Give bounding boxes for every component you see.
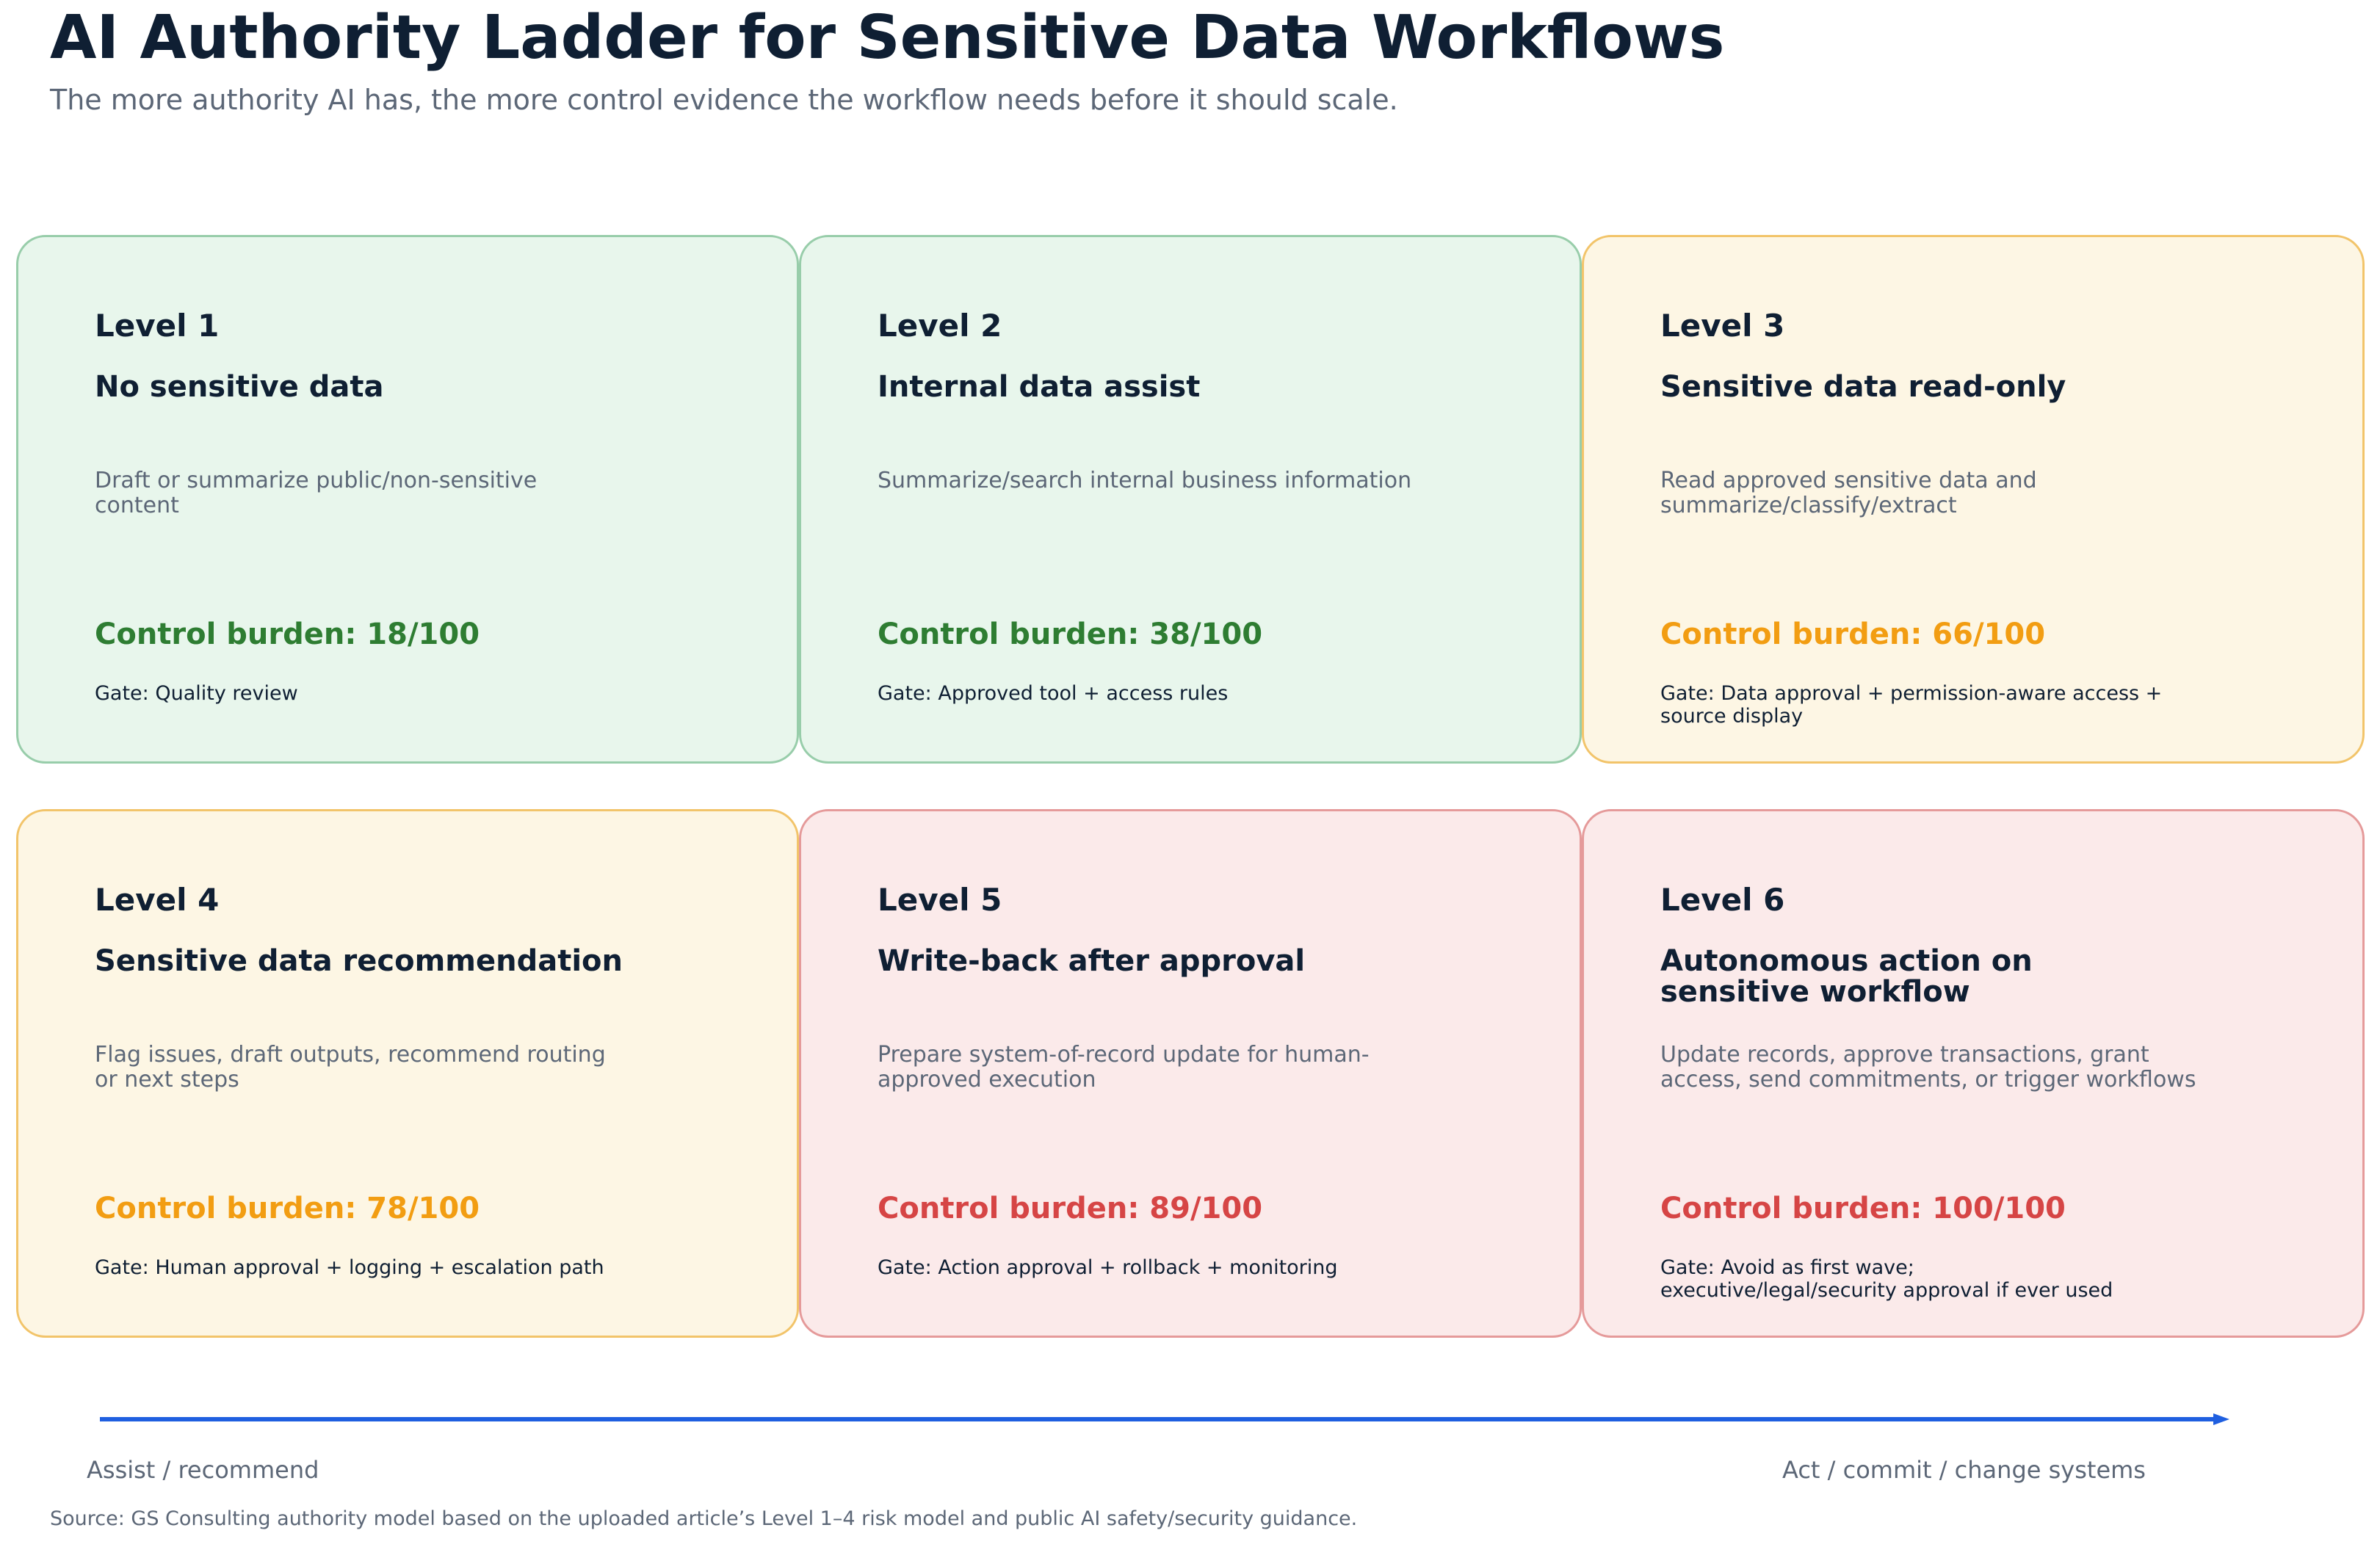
level-gate: Gate: Quality review <box>95 682 298 705</box>
level-gate: Gate: Avoid as first wave; executive/legal/security approval if ever used <box>1660 1256 2113 1302</box>
level-name: Write-back after approval <box>878 944 1306 978</box>
level-description: Update records, approve transactions, grant access, send commitments, or trigger workflows <box>1660 1042 2196 1093</box>
level-name: No sensitive data <box>95 370 384 404</box>
level-card-6 <box>1582 809 2365 1338</box>
arrow-head-icon <box>2213 1413 2229 1425</box>
control-burden: Control burden: 66/100 <box>1660 617 2046 651</box>
level-number: Level 1 <box>95 308 220 344</box>
level-gate: Gate: Approved tool + access rules <box>878 682 1229 705</box>
axis-right-label: Act / commit / change systems <box>1782 1456 2146 1484</box>
level-name: Sensitive data recommendation <box>95 944 623 978</box>
control-burden: Control burden: 100/100 <box>1660 1192 2066 1225</box>
control-burden: Control burden: 18/100 <box>95 617 480 651</box>
level-description: Summarize/search internal business information <box>878 468 1412 493</box>
level-card-2 <box>799 235 1582 764</box>
axis-left-label: Assist / recommend <box>87 1456 319 1484</box>
level-number: Level 4 <box>95 882 220 918</box>
level-description: Draft or summarize public/non-sensitive content <box>95 468 538 518</box>
level-card-5 <box>799 809 1582 1338</box>
level-description: Prepare system-of-record update for human-approved execution <box>878 1042 1370 1093</box>
source-note: Source: GS Consulting authority model based on the uploaded article’s Level 1–4 risk model and public AI safety/security guidance. <box>50 1507 1358 1530</box>
page-title: AI Authority Ladder for Sensitive Data Workflows <box>50 3 1725 73</box>
level-number: Level 2 <box>878 308 1002 344</box>
level-card-1 <box>16 235 799 764</box>
page-subtitle: The more authority AI has, the more control evidence the workflow needs before it should scale. <box>50 84 1398 116</box>
level-card-3 <box>1582 235 2365 764</box>
control-burden: Control burden: 89/100 <box>878 1192 1263 1225</box>
level-number: Level 6 <box>1660 882 1785 918</box>
level-gate: Gate: Human approval + logging + escalation path <box>95 1256 604 1279</box>
level-description: Flag issues, draft outputs, recommend routing or next steps <box>95 1042 606 1093</box>
level-name: Sensitive data read-only <box>1660 370 2066 404</box>
level-name: Autonomous action on sensitive workflow <box>1660 944 2033 1009</box>
level-gate: Gate: Action approval + rollback + monitoring <box>878 1256 1338 1279</box>
level-gate: Gate: Data approval + permission-aware access + source display <box>1660 682 2163 728</box>
level-number: Level 3 <box>1660 308 1785 344</box>
control-burden: Control burden: 78/100 <box>95 1192 480 1225</box>
level-number: Level 5 <box>878 882 1002 918</box>
level-card-4 <box>16 809 799 1338</box>
authority-axis-arrow <box>100 1413 2229 1425</box>
control-burden: Control burden: 38/100 <box>878 617 1263 651</box>
level-description: Read approved sensitive data and summarize/classify/extract <box>1660 468 2037 518</box>
level-name: Internal data assist <box>878 370 1201 404</box>
